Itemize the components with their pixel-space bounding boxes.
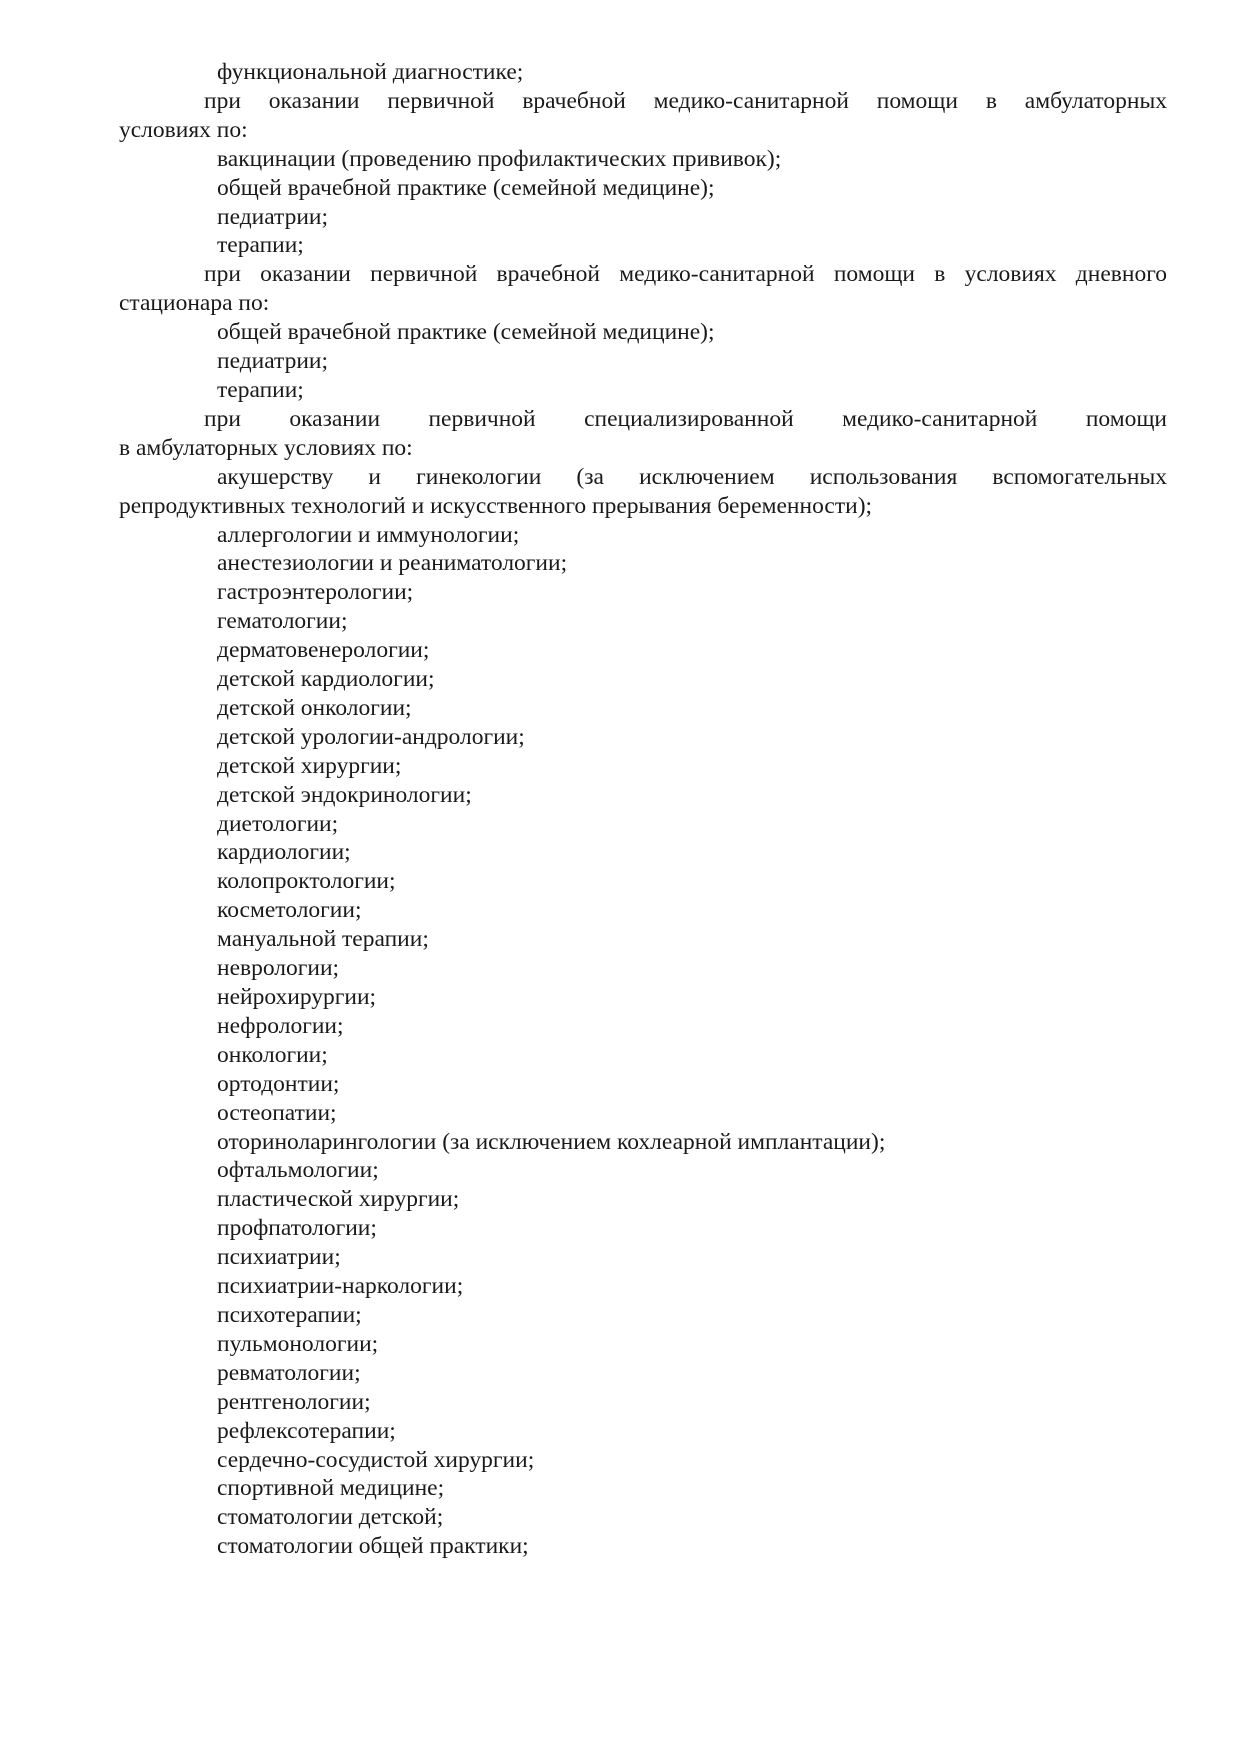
paragraph-continuation: условиях по: (119, 116, 248, 143)
paragraph-line: при оказании первичной врачебной медико-санитарной помощи в амбулаторных (204, 87, 1167, 114)
paragraph-continuation: стационара по: (119, 290, 270, 317)
list-item: оториноларингологии (за исключением кохлеарной имплантации); (217, 1128, 886, 1155)
list-item: неврологии; (217, 955, 340, 982)
paragraph-line: при оказании первичной врачебной медико-санитарной помощи в условиях дневного (204, 261, 1167, 288)
list-item: дерматовенерологии; (217, 637, 430, 664)
list-item: остеопатии; (217, 1099, 337, 1126)
list-item: офтальмологии; (217, 1157, 379, 1184)
list-item: аллергологии и иммунологии; (217, 521, 520, 548)
paragraph-line: при оказании первичной специализированной медико-санитарной помощи (204, 405, 1167, 432)
list-item: акушерству и гинекологии (за исключением использования вспомогательных (217, 463, 1167, 490)
list-item: онкологии; (217, 1041, 328, 1068)
list-item: ортодонтии; (217, 1070, 340, 1097)
list-item: нефрологии; (217, 1012, 344, 1039)
list-item: пластической хирургии; (217, 1186, 460, 1213)
list-item: рентгенологии; (217, 1388, 371, 1415)
list-item: педиатрии; (217, 203, 329, 230)
list-item: кардиологии; (217, 839, 351, 866)
list-item: спортивной медицине; (217, 1475, 445, 1502)
list-item: косметологии; (217, 897, 362, 924)
list-item: детской урологии-андрологии; (217, 723, 525, 750)
list-item: мануальной терапии; (217, 926, 429, 953)
list-item: терапии; (217, 376, 304, 403)
list-item: сердечно-сосудистой хирургии; (217, 1446, 535, 1473)
list-item: стоматологии общей практики; (217, 1533, 529, 1560)
list-item: психиатрии; (217, 1244, 341, 1271)
list-item: психотерапии; (217, 1301, 362, 1328)
list-item: колопроктологии; (217, 868, 396, 895)
list-item: детской хирургии; (217, 752, 402, 779)
list-item: вакцинации (проведению профилактических прививок); (217, 145, 782, 172)
list-item: стоматологии детской; (217, 1504, 444, 1531)
list-item: психиатрии-наркологии; (217, 1273, 464, 1300)
list-item: гематологии; (217, 608, 348, 635)
list-item: детской эндокринологии; (217, 781, 472, 808)
list-item: детской кардиологии; (217, 666, 435, 693)
list-item: ревматологии; (217, 1359, 361, 1386)
list-item: функциональной диагностике; (217, 59, 524, 85)
list-item: диетологии; (217, 810, 339, 837)
list-item: анестезиологии и реаниматологии; (217, 550, 568, 577)
list-item: педиатрии; (217, 348, 329, 375)
list-item: гастроэнтерологии; (217, 579, 414, 606)
list-item: общей врачебной практике (семейной медицине); (217, 319, 715, 346)
list-item: рефлексотерапии; (217, 1417, 396, 1444)
list-item: профпатологии; (217, 1215, 377, 1242)
paragraph-continuation: репродуктивных технологий и искусственного прерывания беременности); (119, 492, 873, 519)
list-item: нейрохирургии; (217, 984, 377, 1010)
list-item: пульмонологии; (217, 1330, 379, 1357)
list-item: детской онкологии; (217, 694, 412, 721)
paragraph-continuation: в амбулаторных условиях по: (119, 434, 413, 461)
list-item: терапии; (217, 232, 304, 259)
document-body (119, 58, 1167, 1561)
list-item: общей врачебной практике (семейной медицине); (217, 174, 715, 201)
